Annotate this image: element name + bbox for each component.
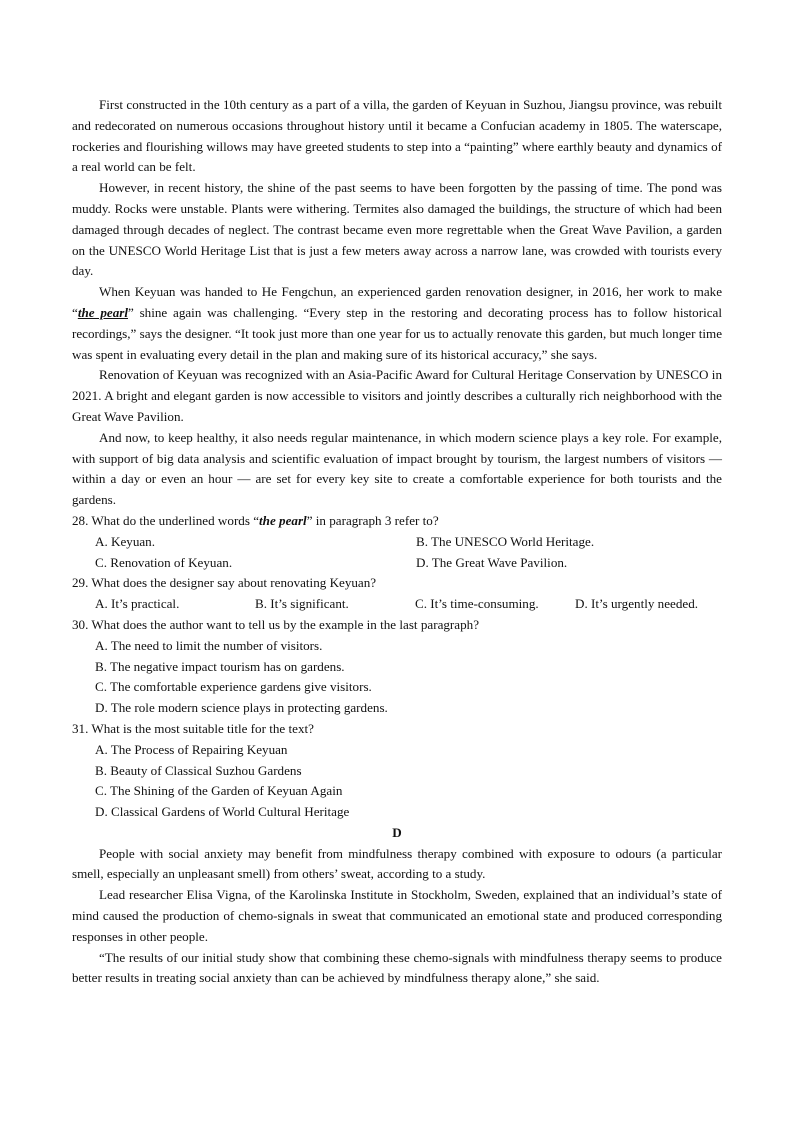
passage-c-paragraph-3 bbox=[72, 282, 722, 365]
question-28-stem-start: 28. What do the underlined words “ bbox=[72, 512, 260, 528]
question-29-option-a[interactable]: A. It’s practical. bbox=[95, 596, 180, 612]
passage-c bbox=[72, 95, 722, 511]
question-29-option-c[interactable]: C. It’s time-consuming. bbox=[415, 596, 539, 612]
paragraph-3-text-start: When Keyuan was handed to He Fengchun, an experienced garden renovation designer, in 2016, her work to make “ bbox=[72, 284, 722, 320]
passage-c-paragraph-2: However, in recent history, the shine of the past seems to have been forgotten by the passing of time. The pond was muddy. Rocks were unstable. Plants were withering. Termites also damaged the buildings, the structure of which had been damaged through decades of neglect. The contrast became even more regrettable when the Great Wave Pavilion, a garden on the UNESCO World Heritage List that is just a few meters away across a narrow lane, was crowded with tourists every day. bbox=[72, 180, 722, 279]
passage-d-paragraph-1: People with social anxiety may benefit from mindfulness therapy combined with exposure to odours (a particular smell, especially an unpleasant smell) from others’ sweat, according to a study. bbox=[72, 845, 722, 882]
question-30-stem: 30. What does the author want to tell us by the example in the last paragraph? bbox=[72, 616, 479, 632]
question-29-option-b[interactable]: B. It’s significant. bbox=[255, 596, 349, 612]
underlined-phrase-the-pearl: the pearl bbox=[77, 304, 128, 320]
question-29-options bbox=[72, 594, 722, 615]
question-31-stem: 31. What is the most suitable title for the text? bbox=[72, 720, 314, 736]
passage-d-paragraph-3: “The results of our initial study show that combining these chemo-signals with mindfulness therapy seems to produce better results in treating social anxiety than can be achieved by mindfulness therapy alone,” she said. bbox=[72, 949, 722, 986]
passage-d bbox=[72, 823, 722, 989]
passage-c-paragraph-4: Renovation of Keyuan was recognized with an Asia-Pacific Award for Cultural Heritage Conservation by UNESCO in 2021. A bright and elegant garden is now accessible to visitors and jointly describes a culturally rich neighborhood with the Great Wave Pavilion. bbox=[72, 367, 722, 424]
question-29 bbox=[72, 573, 722, 615]
question-30-option-c[interactable]: C. The comfortable experience gardens give visitors. bbox=[95, 679, 372, 695]
question-31 bbox=[72, 719, 722, 823]
question-30-option-a[interactable]: A. The need to limit the number of visitors. bbox=[95, 637, 323, 653]
question-28-option-a[interactable]: A. Keyuan. bbox=[95, 533, 155, 549]
question-29-option-d[interactable]: D. It’s urgently needed. bbox=[575, 596, 699, 612]
question-31-option-b[interactable]: B. Beauty of Classical Suzhou Gardens bbox=[95, 762, 302, 778]
question-28-option-b[interactable]: B. The UNESCO World Heritage. bbox=[416, 533, 595, 549]
question-28-option-d[interactable]: D. The Great Wave Pavilion. bbox=[416, 554, 568, 570]
passage-d-paragraph-2: Lead researcher Elisa Vigna, of the Karolinska Institute in Stockholm, Sweden, explained that an individual’s state of mind caused the production of chemo-signals in sweat that communicated an emotional state and produced corresponding responses in other people. bbox=[72, 887, 722, 944]
question-28-options-row-1 bbox=[72, 532, 722, 553]
passage-c-paragraph-5: And now, to keep healthy, it also needs regular maintenance, in which modern science plays a key role. For example, with support of big data analysis and scientific evaluation of impact brought by tourism, the largest numbers of visitors — within a day or even an hour — are set for every key site to create a comfortable experience for both tourists and the gardens. bbox=[72, 429, 722, 508]
question-30 bbox=[72, 615, 722, 719]
exam-page bbox=[72, 95, 722, 989]
question-30-option-b[interactable]: B. The negative impact tourism has on gardens. bbox=[95, 658, 345, 674]
paragraph-3-text-end: ” shine again was challenging. “Every step in the restoring and decorating process has to follow historical recordings,” says the designer. “It took just more than one year for us to actually renovate this garden, but much longer time was spent in evaluating every detail in the plan and making sure of its historical accuracy,” she says. bbox=[72, 304, 722, 362]
question-31-option-d[interactable]: D. Classical Gardens of World Cultural Heritage bbox=[95, 804, 350, 820]
question-31-option-c[interactable]: C. The Shining of the Garden of Keyuan Again bbox=[95, 783, 343, 799]
question-29-stem: 29. What does the designer say about renovating Keyuan? bbox=[72, 575, 377, 591]
question-28-stem-end: ” in paragraph 3 refer to? bbox=[306, 512, 439, 528]
question-28-options-row-2 bbox=[72, 553, 722, 574]
passage-c-paragraph-1: First constructed in the 10th century as a part of a villa, the garden of Keyuan in Suzhou, Jiangsu province, was rebuilt and redecorated on numerous occasions throughout history until it became a Confucian academy in 1805. The waterscape, rockeries and flourishing willows may have greeted students to step into a “painting” where earthly beauty and dynamics of a real world can be felt. bbox=[72, 97, 722, 175]
question-30-option-d[interactable]: D. The role modern science plays in protecting gardens. bbox=[95, 700, 388, 716]
question-28-quoted-phrase: the pearl bbox=[259, 512, 307, 528]
passage-d-heading: D bbox=[392, 824, 402, 840]
question-28-option-c[interactable]: C. Renovation of Keyuan. bbox=[95, 554, 233, 570]
question-31-option-a[interactable]: A. The Process of Repairing Keyuan bbox=[95, 741, 288, 757]
question-28 bbox=[72, 511, 722, 573]
question-28-stem bbox=[72, 511, 722, 532]
